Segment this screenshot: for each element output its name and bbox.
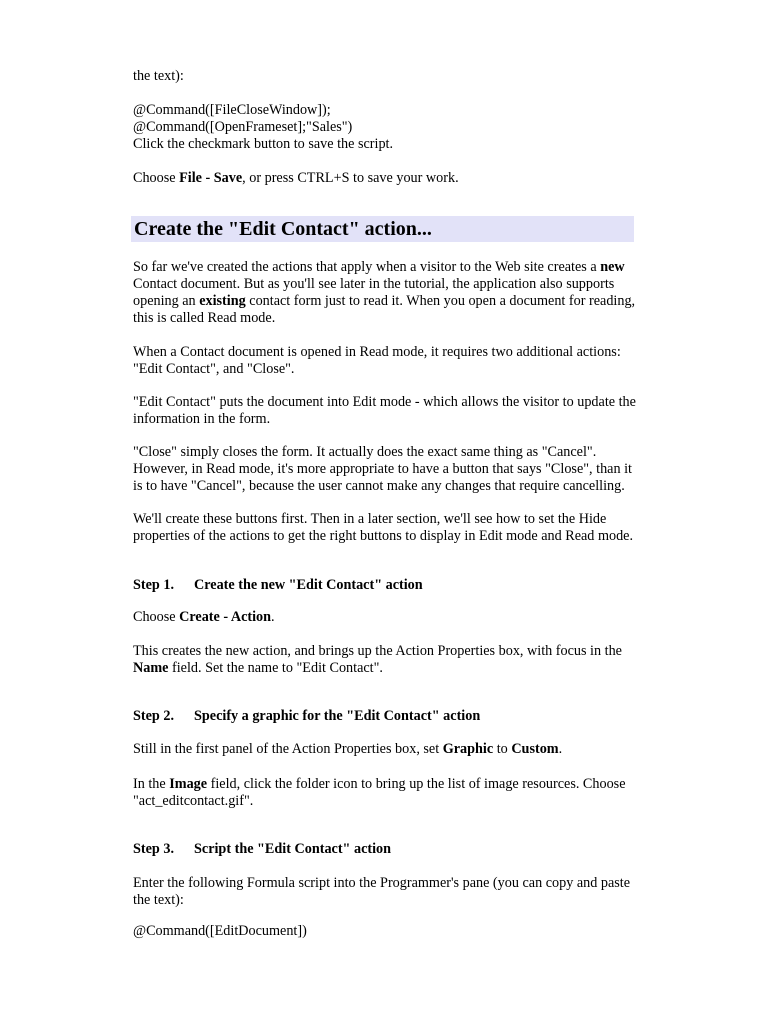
save-text-pre: Choose xyxy=(133,170,180,186)
step2-custom-value: Custom xyxy=(511,741,559,757)
save-menu-path: File - Save xyxy=(179,170,243,186)
step2-graphic-field: Graphic xyxy=(442,741,494,757)
step1-desc-post: field. Set the name to "Edit Contact". xyxy=(168,660,383,676)
step2-line2-pre: In the xyxy=(133,776,170,792)
step1-choose xyxy=(133,609,636,626)
para1-bold-existing: existing xyxy=(199,293,246,309)
step2-line1-pre: Still in the first panel of the Action Properties box, set xyxy=(133,741,443,757)
code-line-close-window: @Command([FileCloseWindow]); xyxy=(133,102,331,118)
step2-number: Step 2. xyxy=(133,708,174,724)
step2-graphic-line xyxy=(133,741,636,758)
step3-title: Script the "Edit Contact" action xyxy=(194,841,392,857)
para1-text-2: Contact document. But as you'll see later in the tutorial, the application also supports opening an xyxy=(133,276,615,309)
edit-contact-paragraph: "Edit Contact" puts the document into Edit mode - which allows the visitor to update the information in the form. xyxy=(133,394,636,427)
step2-image-line xyxy=(133,776,636,810)
para1-text-3: contact form just to read it. When you open a document for reading, this is called Read mode. xyxy=(133,293,636,326)
para1-bold-new: new xyxy=(600,259,625,275)
step2-heading xyxy=(133,708,480,725)
intro-text: the text): xyxy=(133,68,184,84)
step2-image-field: Image xyxy=(169,776,208,792)
read-mode-paragraph: When a Contact document is opened in Read mode, it requires two additional actions: "Edit Contact", and "Close". xyxy=(133,344,621,377)
step1-name-field: Name xyxy=(133,660,169,676)
step1-menu-path: Create - Action xyxy=(179,609,272,625)
step3-number: Step 3. xyxy=(133,841,174,857)
intro-paragraph xyxy=(133,259,636,327)
checkmark-instruction: Click the checkmark button to save the script. xyxy=(133,136,394,152)
close-paragraph: "Close" simply closes the form. It actually does the exact same thing as "Cancel". However, in Read mode, it's more appropriate to have a button that says "Close", than it is to have "Cancel", because the user cannot make any changes that require cancelling. xyxy=(133,444,632,494)
step3-heading xyxy=(133,841,391,858)
step1-choose-pre: Choose xyxy=(133,609,180,625)
step1-choose-post: . xyxy=(271,609,275,625)
section-heading: Create the "Edit Contact" action... xyxy=(131,216,634,242)
step2-line1-mid: to xyxy=(493,741,512,757)
step1-description xyxy=(133,643,636,677)
step3-code: @Command([EditDocument]) xyxy=(133,923,307,939)
save-instruction xyxy=(133,170,636,187)
code-line-open-frameset: @Command([OpenFrameset];"Sales") xyxy=(133,119,353,135)
save-text-post: , or press CTRL+S to save your work. xyxy=(242,170,459,186)
step2-title: Specify a graphic for the "Edit Contact" action xyxy=(194,708,481,724)
step1-heading xyxy=(133,577,423,594)
step2-line2-post: field, click the folder icon to bring up the list of image resources. Choose "act_editcontact.gif". xyxy=(133,776,626,809)
step1-number: Step 1. xyxy=(133,577,174,593)
step3-description: Enter the following Formula script into the Programmer's pane (you can copy and paste the text): xyxy=(133,875,631,908)
buttons-paragraph: We'll create these buttons first. Then in a later section, we'll see how to set the Hide properties of the actions to get the right buttons to display in Edit mode and Read mode. xyxy=(133,511,634,544)
step1-desc-pre: This creates the new action, and brings up the Action Properties box, with focus in the xyxy=(133,643,622,659)
step2-line1-post: . xyxy=(558,741,563,757)
step1-title: Create the new "Edit Contact" action xyxy=(194,577,423,593)
para1-text-1: So far we've created the actions that apply when a visitor to the Web site creates a xyxy=(133,259,601,275)
